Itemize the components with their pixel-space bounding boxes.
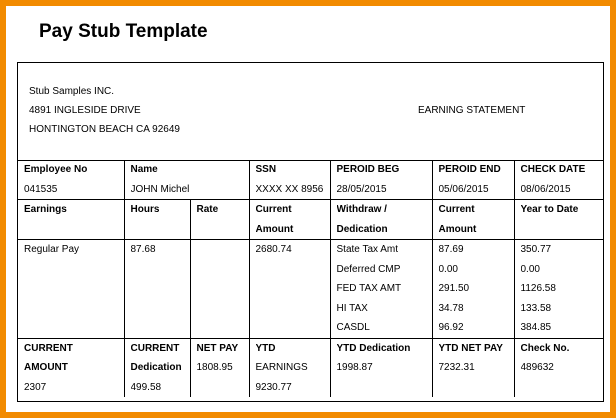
check-date-label: CHECK DATE <box>520 164 586 175</box>
ytd-net-pay-label: YTD NET PAY <box>438 342 503 354</box>
ytd-earnings-cell <box>249 338 330 397</box>
regular-pay-rate-cell <box>190 240 249 339</box>
regular-pay-cell <box>18 240 124 339</box>
earnings-detail-row <box>18 240 603 339</box>
company-header <box>18 63 603 161</box>
ssn-cell <box>249 160 330 200</box>
period-end-value: 05/06/2015 <box>438 183 489 195</box>
deduction-name: FED TAX AMT <box>336 283 402 294</box>
check-date-value: 08/06/2015 <box>520 183 571 195</box>
deduction-name: Deferred CMP <box>336 263 401 275</box>
period-end-cell <box>432 160 514 200</box>
current-amount-header-cell <box>249 200 330 240</box>
page-title: Pay Stub Template <box>39 21 208 42</box>
deduction-current-header-cell <box>432 200 514 240</box>
regular-pay-rate <box>197 240 249 260</box>
check-no-label: Check No. <box>520 342 570 354</box>
deduction-current-label-line2: Amount <box>438 223 477 235</box>
regular-pay-hours: 87.68 <box>130 244 156 255</box>
deduction-current: 0.00 <box>438 263 458 275</box>
hours-label: Hours <box>130 204 160 215</box>
period-beg-value: 28/05/2015 <box>336 183 387 195</box>
name-cell <box>124 160 249 200</box>
earnings-header-cell <box>18 200 124 240</box>
deduction-ytd-cell <box>514 240 603 339</box>
earnings-header-row <box>18 200 603 240</box>
deduction-current: 34.78 <box>438 302 464 314</box>
ytd-dedication-cell <box>330 338 432 397</box>
current-amount-label-line1: Current <box>255 204 292 215</box>
period-end-label: PEROID END <box>438 164 501 175</box>
totals-row <box>18 338 603 397</box>
deduction-name: CASDL <box>336 322 370 333</box>
deduction-ytd: 350.77 <box>520 244 552 255</box>
current-amount-total-label-line1: CURRENT <box>24 342 73 354</box>
page-frame <box>6 6 610 412</box>
period-beg-label: PEROID BEG <box>336 164 400 175</box>
employee-no-cell <box>18 160 124 200</box>
ytd-header-cell <box>514 200 603 240</box>
employee-no-value: 041535 <box>24 183 58 195</box>
company-name: Stub Samples INC. <box>29 86 115 97</box>
name-value: JOHN Michel <box>130 183 190 195</box>
regular-pay-amount: 2680.74 <box>255 244 292 255</box>
earnings-label: Earnings <box>24 204 67 215</box>
withdraw-label-line1: Withdraw / <box>336 204 387 215</box>
ytd-earnings-value: 9230.77 <box>255 381 292 393</box>
deduction-name: State Tax Amt <box>336 244 399 255</box>
hours-header-cell <box>124 200 190 240</box>
current-amount-total-value: 2307 <box>24 381 47 393</box>
withdraw-header-cell <box>330 200 432 240</box>
deduction-current-label-line1: Current <box>438 204 475 215</box>
ytd-net-pay-value: 7232.31 <box>438 362 475 373</box>
rate-label: Rate <box>196 204 219 215</box>
name-label: Name <box>130 164 158 175</box>
net-pay-value: 1808.95 <box>196 362 233 373</box>
earning-statement-label: EARNING STATEMENT <box>418 105 526 116</box>
employee-row <box>18 160 603 200</box>
ytd-earnings-label-line2: EARNINGS <box>255 362 308 373</box>
deduction-ytd: 384.85 <box>520 322 552 333</box>
net-pay-label: NET PAY <box>196 342 239 354</box>
period-beg-cell <box>330 160 432 200</box>
deduction-current: 87.69 <box>438 244 464 255</box>
check-no-value: 489632 <box>520 362 554 373</box>
check-no-cell <box>514 338 603 397</box>
ytd-net-pay-cell <box>432 338 514 397</box>
current-dedication-value: 499.58 <box>130 381 162 393</box>
regular-pay-amount-cell <box>249 240 330 339</box>
current-dedication-label-line2: Dedication <box>130 362 182 373</box>
ytd-label: Year to Date <box>520 204 579 215</box>
deduction-ytd: 0.00 <box>520 263 540 275</box>
current-dedication-total-cell <box>124 338 190 397</box>
ytd-dedication-value: 1998.87 <box>336 362 373 373</box>
ytd-earnings-label-line1: YTD <box>255 342 276 354</box>
regular-pay-label: Regular Pay <box>24 244 80 255</box>
deduction-ytd: 133.58 <box>520 302 552 314</box>
ssn-label: SSN <box>255 164 277 175</box>
ytd-dedication-label: YTD Dedication <box>336 342 411 354</box>
pay-stub-table <box>18 160 603 397</box>
regular-pay-hours-cell <box>124 240 190 339</box>
check-date-cell <box>514 160 603 200</box>
ssn-value: XXXX XX 8956 <box>255 183 324 195</box>
rate-header-cell <box>190 200 249 240</box>
company-address-line2: HONTINGTON BEACH CA 92649 <box>29 124 180 135</box>
employee-no-label: Employee No <box>24 164 88 175</box>
deduction-name: HI TAX <box>336 302 368 314</box>
deduction-names-cell <box>330 240 432 339</box>
withdraw-label-line2: Dedication <box>336 223 388 235</box>
current-amount-total-cell <box>18 338 124 397</box>
deduction-current: 96.92 <box>438 322 464 333</box>
net-pay-cell <box>190 338 249 397</box>
current-amount-total-label-line2: AMOUNT <box>24 362 68 373</box>
pay-stub-document <box>17 62 604 402</box>
company-address-line1: 4891 INGLESIDE DRIVE <box>29 105 141 116</box>
current-amount-label-line2: Amount <box>255 223 294 235</box>
deduction-current-cell <box>432 240 514 339</box>
current-dedication-label-line1: CURRENT <box>130 342 180 354</box>
deduction-ytd: 1126.58 <box>520 283 556 294</box>
deduction-current: 291.50 <box>438 283 470 294</box>
